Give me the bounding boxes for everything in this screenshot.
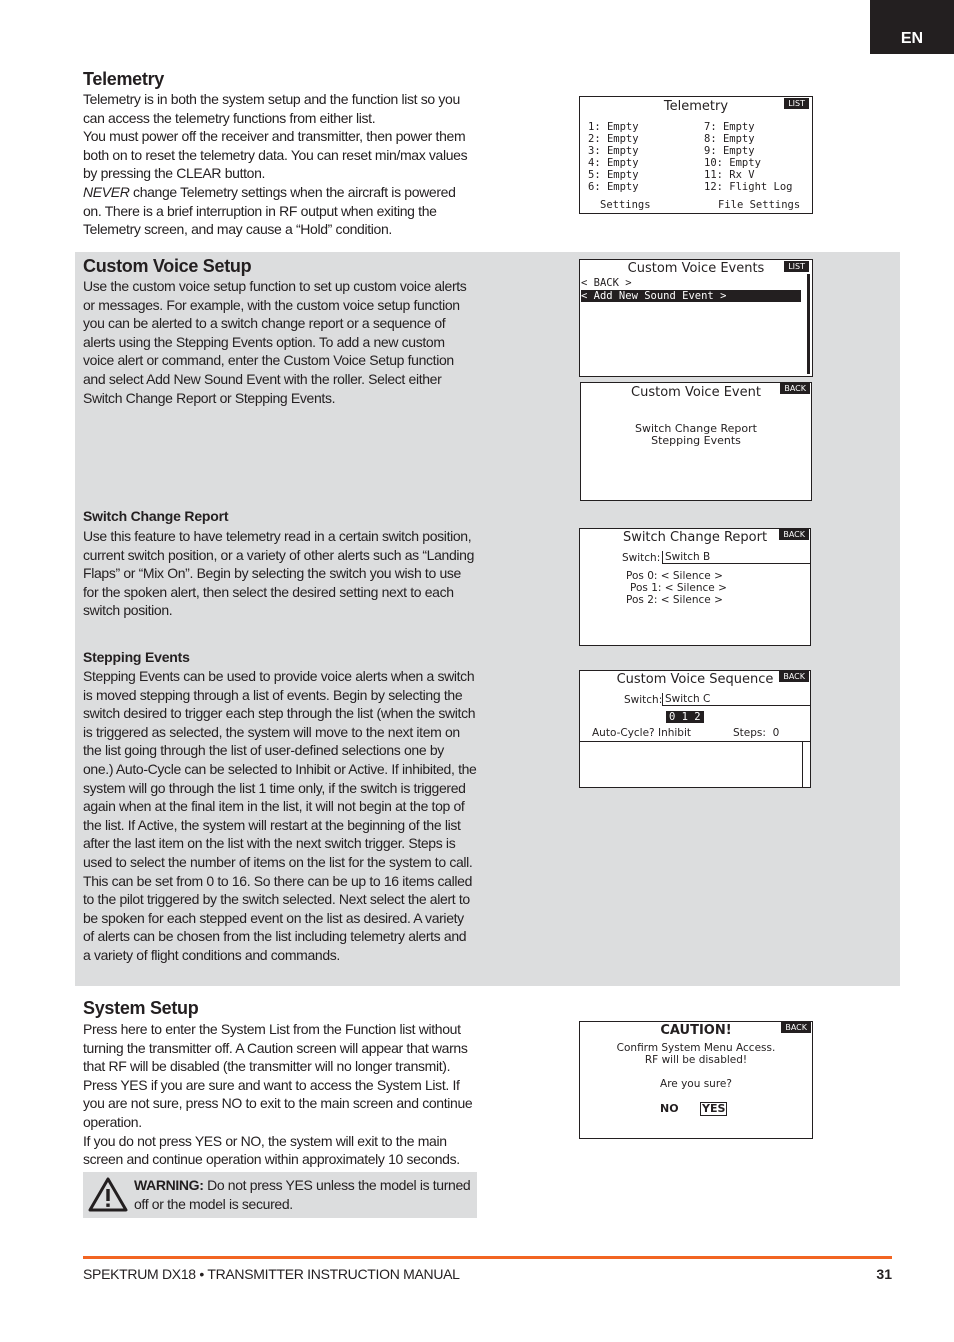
language-tab: EN xyxy=(870,0,954,54)
warning-text: WARNING: Do not press YES unless the model is turned off or the model is secured. xyxy=(134,1177,471,1212)
telemetry-slot: 3: Empty xyxy=(588,145,639,157)
back-tag: BACK xyxy=(779,529,809,540)
footer-title: SPEKTRUM DX18 • TRANSMITTER INSTRUCTION MANUAL xyxy=(83,1266,460,1282)
divider xyxy=(580,741,810,742)
clear-key-label: CLEAR xyxy=(176,165,222,182)
add-sound-event-row: < Add New Sound Event > xyxy=(581,290,801,302)
auto-cycle-setting: Auto-Cycle? Inhibit xyxy=(592,727,691,739)
switch-value: Switch B xyxy=(662,551,811,564)
telemetry-slot: 1: Empty xyxy=(588,121,639,133)
switch-label: Switch: xyxy=(624,694,663,706)
custom-voice-sequence-screen xyxy=(579,670,811,788)
switch-change-paragraph: Use this feature to have telemetry read in a certain switch position, current switch position, or a variety of other alerts such as “Landing Flaps” or “Mix On”. Begin by selecting the switch you wish to use for the spoken alert, then select the desired setting next to each switch position. xyxy=(83,528,475,619)
stepping-events-option: Stepping Events xyxy=(651,434,741,447)
footer-rule xyxy=(83,1256,892,1259)
telemetry-slot: 2: Empty xyxy=(588,133,639,145)
switch-change-body xyxy=(83,527,475,620)
position-setting: Pos 2: < Silence > xyxy=(626,594,723,606)
screen-title: CAUTION! xyxy=(660,1023,732,1038)
telemetry-body xyxy=(83,90,475,239)
telemetry-paragraph-2: You must power off the receiver and transmitter, then power them both on to reset the telemetry data. You can reset min/max values by pressing the CLEAR button. xyxy=(83,128,468,182)
position-setting: Pos 0: < Silence > xyxy=(626,570,723,582)
switch-change-heading: Switch Change Report xyxy=(83,508,229,524)
stepping-events-paragraph: Stepping Events can be used to provide voice alerts when a switch is moved stepping through a list of events. Begin by selecting the switch desired to trigger each step through the list (when the switch is triggered as selected, the system will move to the next item on the list going through the list of user-defined selections one by one.) Auto-Cycle can be selected to Inhibit or Active. If inhibited, the system will go through the list 1 time only, if the switch is triggered again when at the final item in the list, it will not begin at the top of the list. If Active, the system will restart at the beginning of the list after the last item on the list with the next switch trigger. Steps is used to select the number of items on the list for the system to call. This can be set from 0 to 16. So there can be up to 16 items called to the pilot triggered by the switch selected. Next select the alert to be spoken for each stepped event on the list as desired. A variety of alerts can be chosen from the list including telemetry alerts and a variety of flight conditions and commands. xyxy=(83,668,477,963)
custom-voice-body xyxy=(83,277,475,407)
file-settings-option: File Settings xyxy=(718,199,801,211)
telemetry-slot: 10: Empty xyxy=(704,157,761,169)
telemetry-slot: 8: Empty xyxy=(704,133,755,145)
system-setup-heading: System Setup xyxy=(83,998,199,1018)
custom-voice-paragraph: Use the custom voice setup function to set up custom voice alerts or messages. For example, with the custom voice setup function you can be alerted to a switch change report or a sequence of alerts using the Stepping Events option. To add a new custom voice alert or command, enter the Custom Voice Setup function and select Add New Sound Event with the roller. Select either Switch Change Report or Stepping Events. xyxy=(83,278,467,406)
confirm-text: Confirm System Menu Access. xyxy=(616,1042,776,1054)
position-setting: Pos 1: < Silence > xyxy=(630,582,727,594)
custom-voice-events-screen xyxy=(579,259,813,377)
screen-title: Custom Voice Events xyxy=(627,261,765,276)
scrollbar xyxy=(802,741,806,787)
telemetry-slot: 9: Empty xyxy=(704,145,755,157)
back-tag: BACK xyxy=(779,671,809,682)
system-setup-paragraph-1: Press here to enter the System List from the Function list without turning the transmitter off. A Caution screen will appear that warns that RF will be disabled (the transmitter will no longer transmit). Press YES if you are sure and want to access the System List. If you are not sure, press NO to exit to the main screen and continue operation. xyxy=(83,1021,473,1130)
no-option: NO xyxy=(660,1102,679,1115)
warning-icon xyxy=(88,1177,128,1213)
telemetry-paragraph-1: Telemetry is in both the system setup and the function list so you can access the telemetry functions from either list. xyxy=(83,91,460,126)
caution-screen xyxy=(579,1021,813,1139)
page-number: 31 xyxy=(876,1266,892,1282)
list-tag: LIST xyxy=(784,98,809,109)
screen-title: Custom Voice Event xyxy=(631,385,761,400)
yes-option: YES xyxy=(702,1102,726,1115)
steps-setting: Steps: 0 xyxy=(733,727,780,739)
are-you-sure-text: Are you sure? xyxy=(660,1078,732,1090)
warning-box xyxy=(83,1172,477,1218)
telemetry-paragraph-3: NEVER change Telemetry settings when the aircraft is powered on. There is a brief interruption in RF output when exiting the Telemetry screen, and may cause a “Hold” condition. xyxy=(83,183,456,238)
back-row: < BACK > xyxy=(581,277,632,289)
stepping-events-body xyxy=(83,667,477,965)
switch-value: Switch C xyxy=(662,693,811,706)
telemetry-slot: 7: Empty xyxy=(704,121,755,133)
switch-positions: 0 1 2 xyxy=(666,711,704,723)
telemetry-heading: Telemetry xyxy=(83,69,165,89)
switch-change-report-option: Switch Change Report xyxy=(635,422,757,435)
custom-voice-heading: Custom Voice Setup xyxy=(83,256,252,276)
telemetry-screen xyxy=(579,96,813,214)
telemetry-slot: 12: Flight Log xyxy=(704,181,793,193)
telemetry-slot: 11: Rx V xyxy=(704,169,755,181)
settings-option: Settings xyxy=(600,199,651,211)
screen-title: Telemetry xyxy=(663,99,729,114)
switch-label: Switch: xyxy=(622,552,661,564)
rf-disabled-text: RF will be disabled! xyxy=(644,1054,748,1066)
list-tag: LIST xyxy=(784,261,809,272)
system-setup-body xyxy=(83,1020,477,1169)
scrollbar xyxy=(807,274,810,374)
telemetry-slot: 5: Empty xyxy=(588,169,639,181)
system-setup-paragraph-2: If you do not press YES or NO, the system will exit to the main screen and continue operation within approximately 10 seconds. xyxy=(83,1132,460,1168)
back-tag: BACK xyxy=(780,383,810,394)
switch-change-report-screen xyxy=(579,528,811,646)
screen-title: Switch Change Report xyxy=(622,530,768,545)
telemetry-slot: 4: Empty xyxy=(588,157,639,169)
custom-voice-event-screen xyxy=(580,382,812,501)
telemetry-slot: 6: Empty xyxy=(588,181,639,193)
stepping-events-heading: Stepping Events xyxy=(83,649,190,665)
screen-title: Custom Voice Sequence xyxy=(616,672,774,687)
back-tag: BACK xyxy=(781,1022,811,1033)
